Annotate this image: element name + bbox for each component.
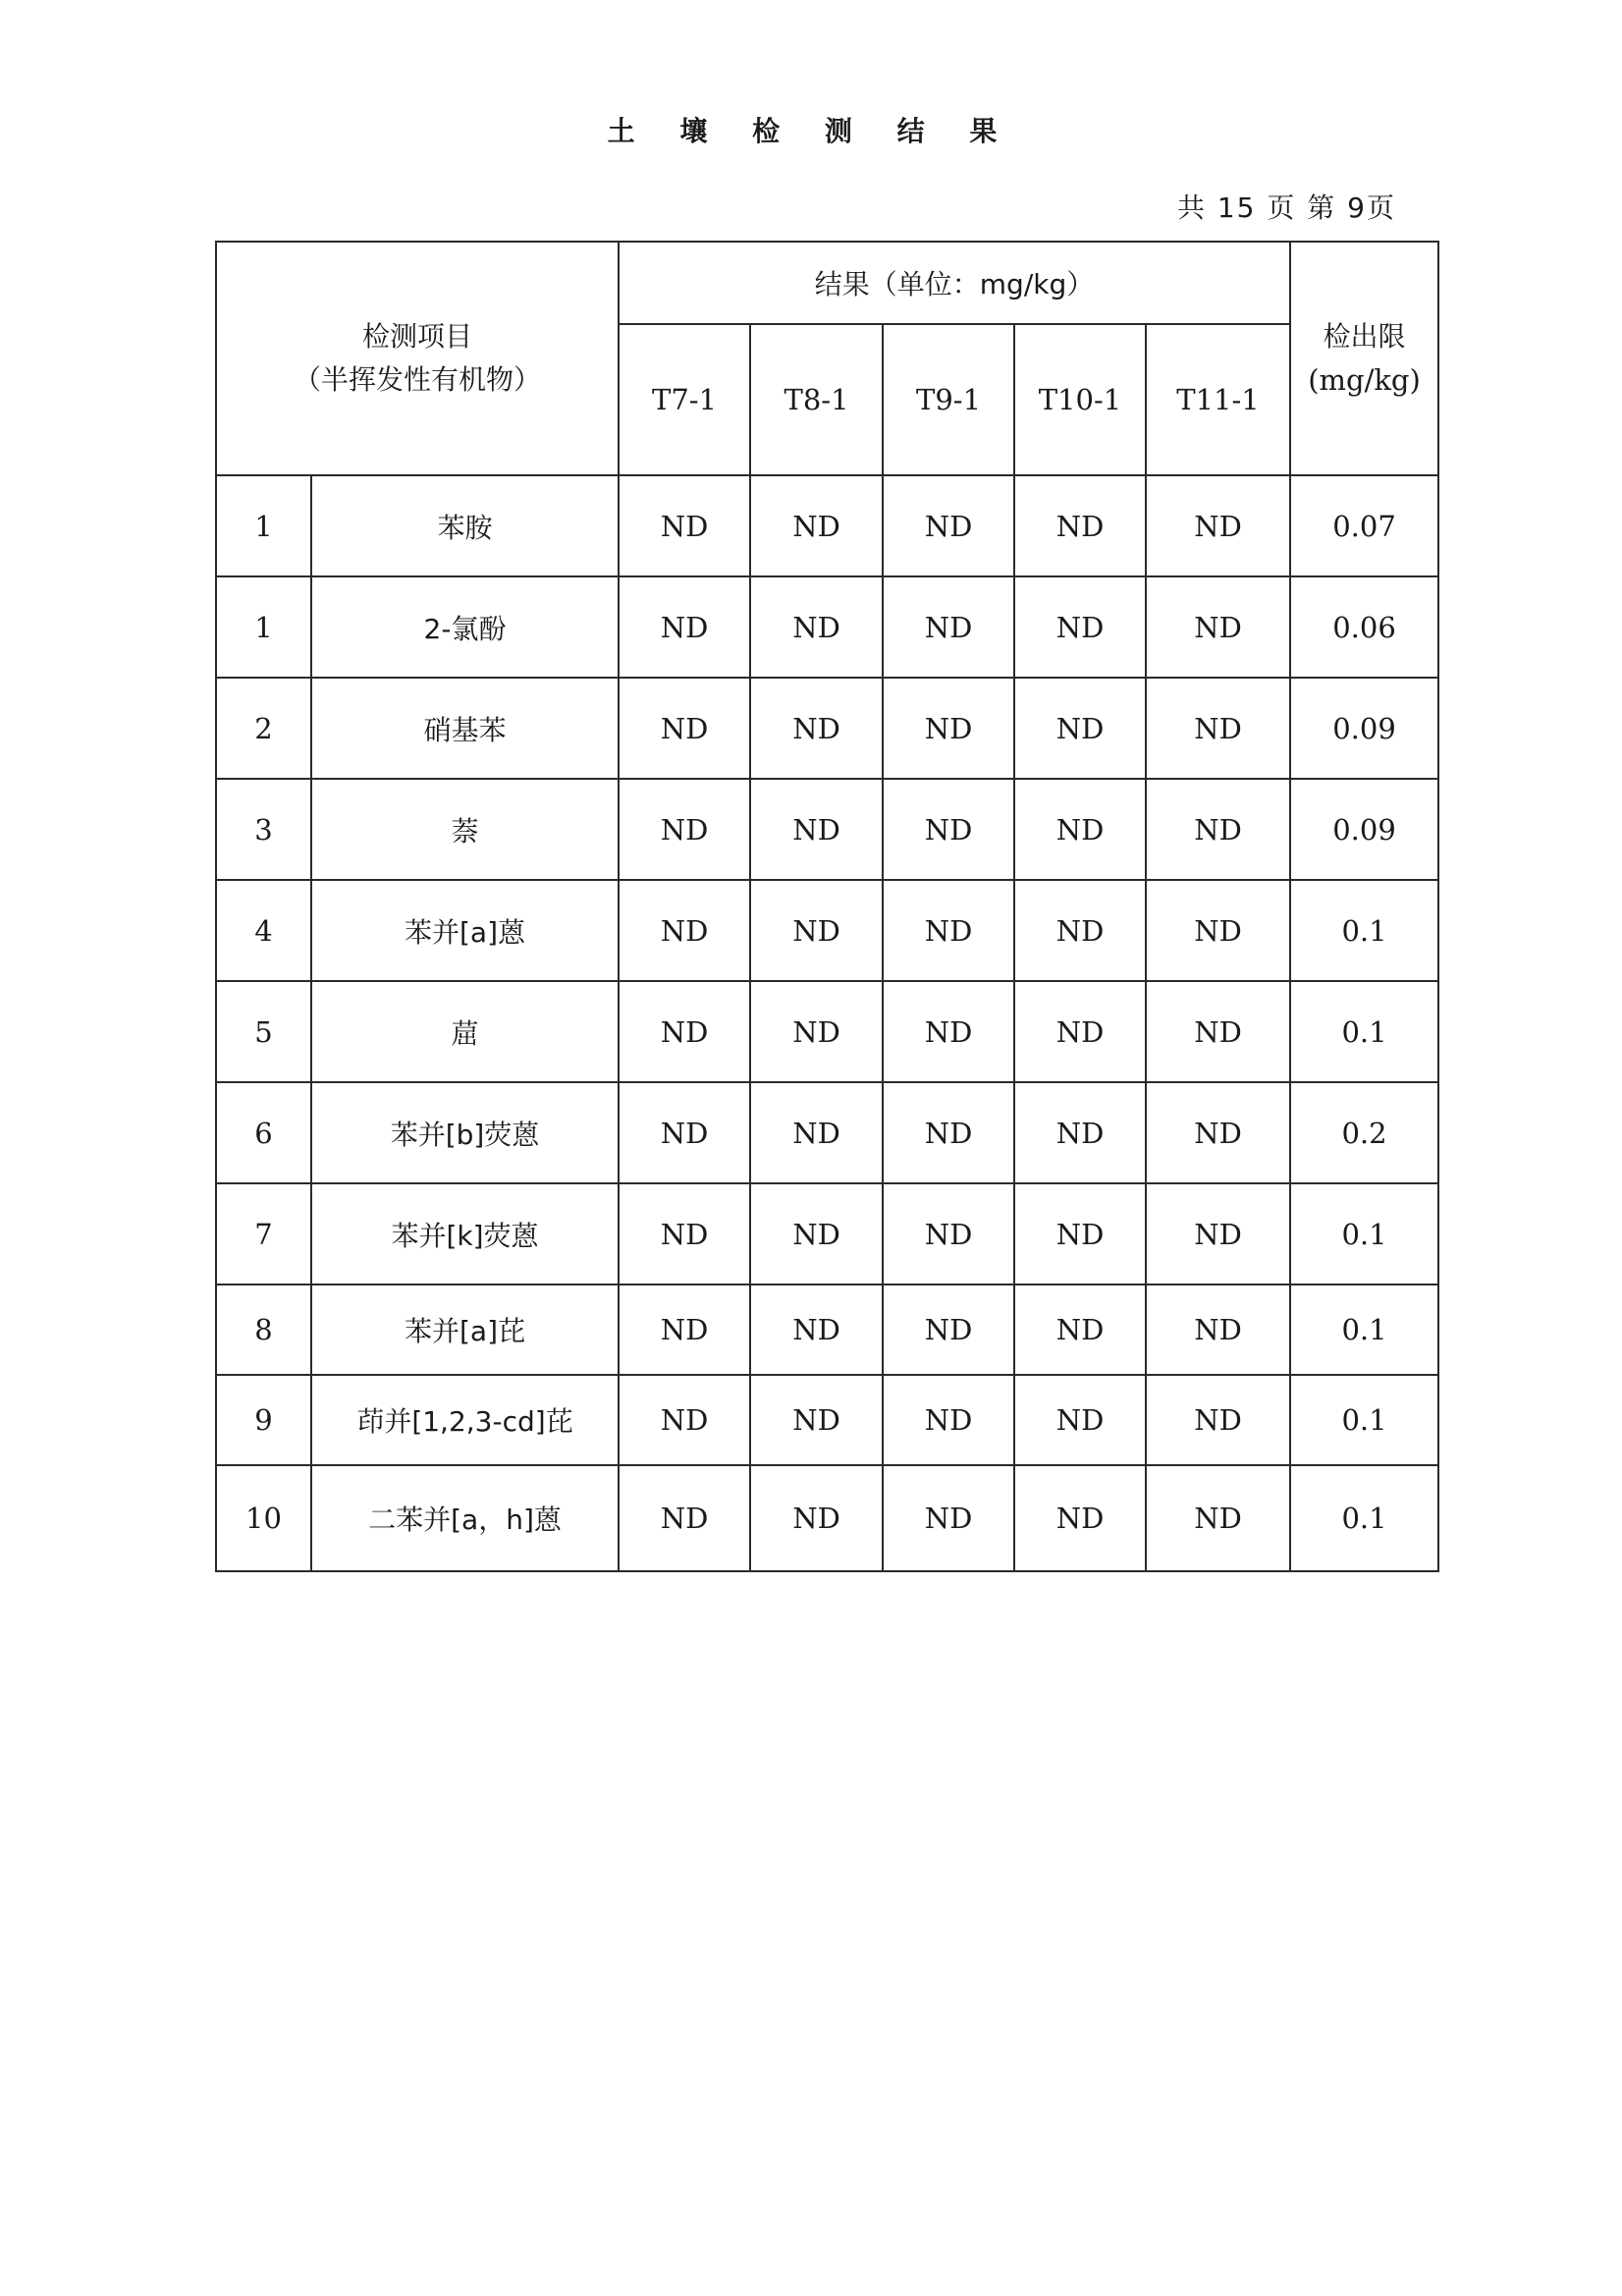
row-number-cell: 7 [216,1183,311,1285]
result-value-cell: ND [883,1375,1014,1465]
item-name-cell: 二苯并[a，h]蒽 [311,1465,619,1571]
sample-header: T8-1 [750,324,883,475]
result-value-cell: ND [883,678,1014,779]
result-value-cell: ND [883,1465,1014,1571]
result-value-cell: ND [619,1285,750,1375]
result-value-cell: ND [750,779,883,880]
detection-limit-cell: 0.1 [1290,1465,1438,1571]
result-value-cell: ND [750,576,883,678]
result-value-cell: ND [619,1183,750,1285]
row-number-cell: 2 [216,678,311,779]
page-counter: 共 15 页 第 9页 [1176,191,1396,224]
row-number-cell: 10 [216,1465,311,1571]
result-value-cell: ND [1014,1285,1146,1375]
table-row [216,981,1438,1082]
result-value-cell: ND [619,880,750,981]
limit-column-header [1290,242,1438,475]
item-name-cell: 苯胺 [311,475,619,576]
detection-limit-cell: 0.09 [1290,779,1438,880]
result-value-cell: ND [750,678,883,779]
limit-header-line1: 检出限 [1323,320,1406,353]
table-row [216,1285,1438,1375]
sample-header: T11-1 [1146,324,1290,475]
row-number-cell: 8 [216,1285,311,1375]
row-number-cell: 1 [216,475,311,576]
result-value-cell: ND [619,779,750,880]
table-row [216,678,1438,779]
detection-limit-cell: 0.07 [1290,475,1438,576]
result-value-cell: ND [883,1082,1014,1183]
item-header-line2: （半挥发性有机物） [294,363,542,396]
item-name-cell: 萘 [311,779,619,880]
result-value-cell: ND [883,1183,1014,1285]
table-body [216,475,1438,1571]
detection-limit-cell: 0.06 [1290,576,1438,678]
item-name-cell: 硝基苯 [311,678,619,779]
table-row [216,779,1438,880]
item-column-header [216,242,619,475]
result-value-cell: ND [750,1183,883,1285]
sample-header: T9-1 [883,324,1014,475]
detection-limit-cell: 0.2 [1290,1082,1438,1183]
table-row [216,1465,1438,1571]
result-value-cell: ND [1146,576,1290,678]
result-value-cell: ND [619,1082,750,1183]
result-value-cell: ND [1014,1465,1146,1571]
result-value-cell: ND [1146,475,1290,576]
result-value-cell: ND [1014,1082,1146,1183]
result-value-cell: ND [750,1465,883,1571]
result-value-cell: ND [619,576,750,678]
result-value-cell: ND [619,1375,750,1465]
detection-limit-cell: 0.1 [1290,1183,1438,1285]
item-name-cell: 茚并[1,2,3-cd]芘 [311,1375,619,1465]
result-value-cell: ND [750,475,883,576]
result-value-cell: ND [1146,1285,1290,1375]
item-name-cell: 苯并[a]蒽 [311,880,619,981]
result-value-cell: ND [1146,1082,1290,1183]
result-value-cell: ND [1146,1465,1290,1571]
result-value-cell: ND [883,576,1014,678]
detection-limit-cell: 0.1 [1290,1375,1438,1465]
result-value-cell: ND [619,981,750,1082]
row-number-cell: 3 [216,779,311,880]
result-value-cell: ND [1146,779,1290,880]
result-value-cell: ND [1014,880,1146,981]
result-value-cell: ND [619,1465,750,1571]
result-value-cell: ND [1146,1183,1290,1285]
result-value-cell: ND [883,981,1014,1082]
result-value-cell: ND [1014,576,1146,678]
row-number-cell: 9 [216,1375,311,1465]
table-row [216,1082,1438,1183]
item-name-cell: 2-氯酚 [311,576,619,678]
item-name-cell: 苯并[b]荧蒽 [311,1082,619,1183]
result-value-cell: ND [1014,1183,1146,1285]
result-header: 结果（单位：mg/kg） [619,242,1290,324]
result-value-cell: ND [883,475,1014,576]
result-value-cell: ND [1014,678,1146,779]
table-row [216,475,1438,576]
result-value-cell: ND [1014,1375,1146,1465]
row-number-cell: 5 [216,981,311,1082]
table-row [216,1183,1438,1285]
results-table [215,241,1439,1572]
result-value-cell: ND [750,880,883,981]
result-value-cell: ND [750,1375,883,1465]
table-row [216,576,1438,678]
sample-header: T10-1 [1014,324,1146,475]
result-value-cell: ND [1146,1375,1290,1465]
header-row-top [216,242,1438,324]
detection-limit-cell: 0.1 [1290,1285,1438,1375]
result-value-cell: ND [750,1082,883,1183]
item-header-line1: 检测项目 [362,320,473,353]
result-value-cell: ND [1014,475,1146,576]
row-number-cell: 6 [216,1082,311,1183]
result-value-cell: ND [883,880,1014,981]
detection-limit-cell: 0.09 [1290,678,1438,779]
table-row [216,1375,1438,1465]
result-value-cell: ND [619,475,750,576]
result-value-cell: ND [883,1285,1014,1375]
result-value-cell: ND [750,1285,883,1375]
result-value-cell: ND [1146,981,1290,1082]
limit-header-line2: (mg/kg) [1308,363,1421,397]
item-name-cell: 苯并[a]芘 [311,1285,619,1375]
result-value-cell: ND [750,981,883,1082]
result-value-cell: ND [1014,779,1146,880]
row-number-cell: 4 [216,880,311,981]
detection-limit-cell: 0.1 [1290,981,1438,1082]
result-value-cell: ND [883,779,1014,880]
result-value-cell: ND [1146,880,1290,981]
table-row [216,880,1438,981]
item-name-cell: 䓛 [311,981,619,1082]
result-value-cell: ND [1146,678,1290,779]
result-value-cell: ND [1014,981,1146,1082]
page-title: 土 壤 检 测 结 果 [607,115,1015,147]
row-number-cell: 1 [216,576,311,678]
sample-header: T7-1 [619,324,750,475]
detection-limit-cell: 0.1 [1290,880,1438,981]
result-value-cell: ND [619,678,750,779]
item-name-cell: 苯并[k]荧蒽 [311,1183,619,1285]
